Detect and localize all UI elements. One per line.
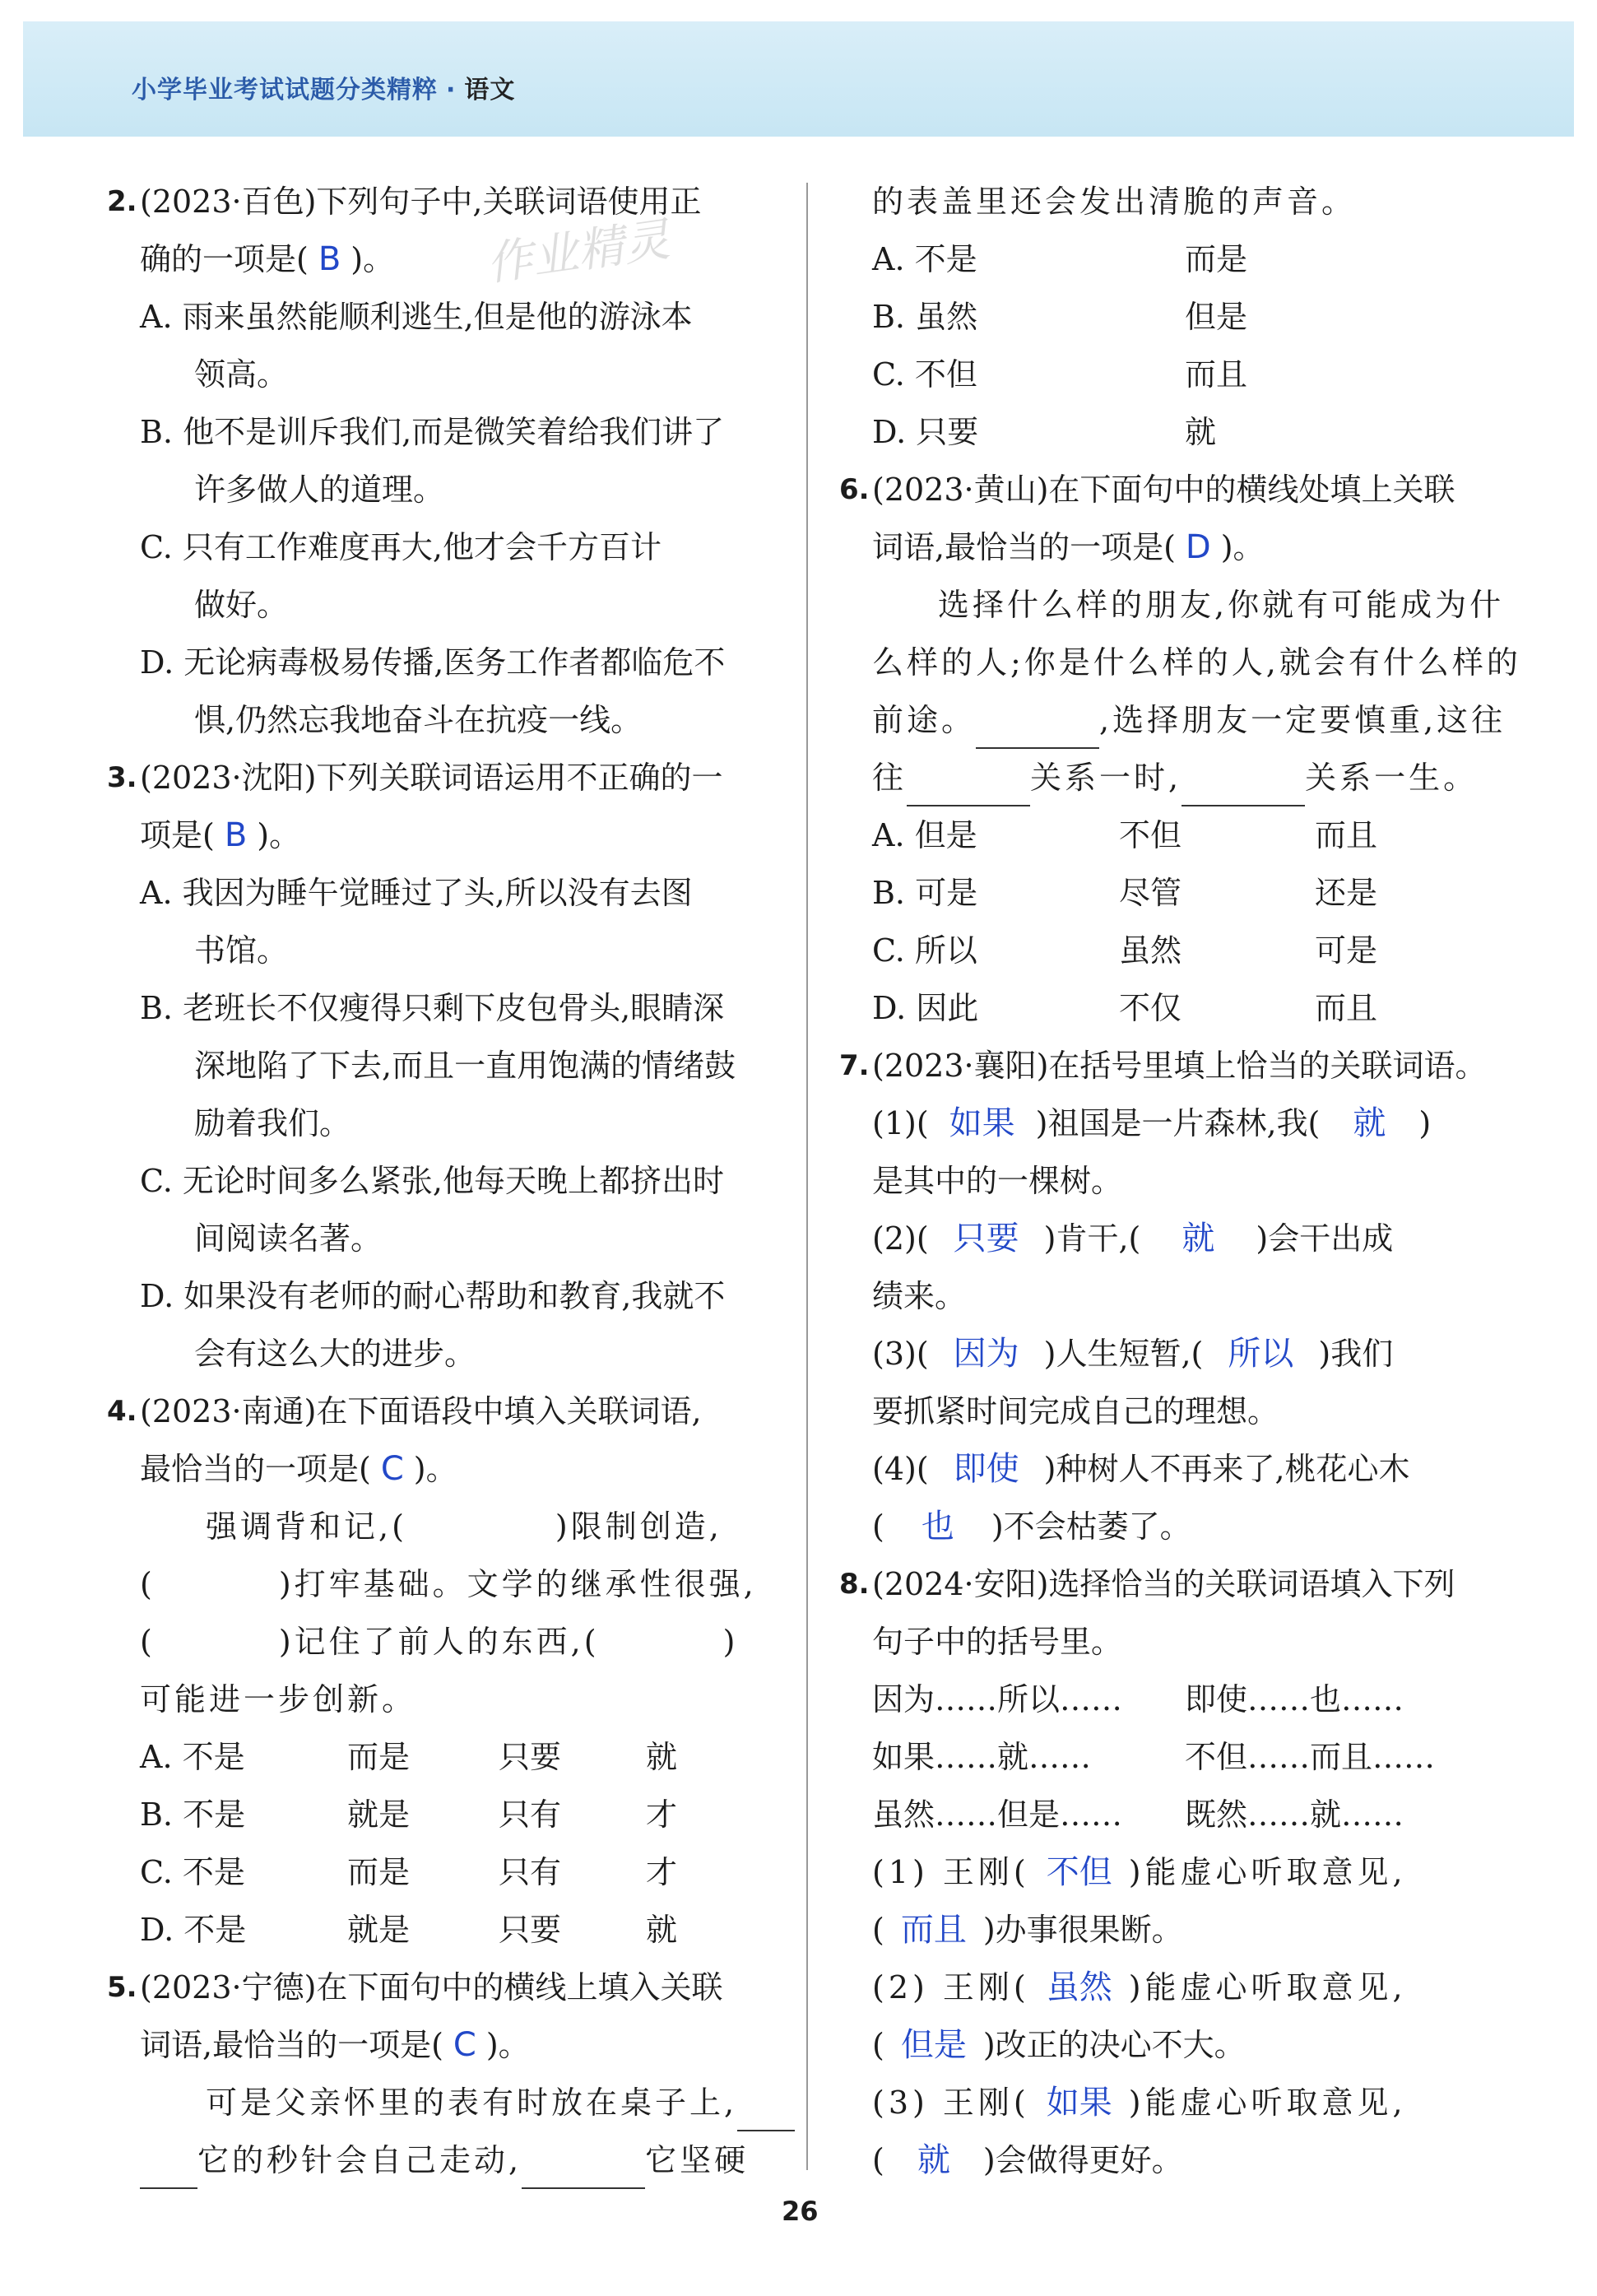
q8-item2-cont: ( 但是 )改正的决心不大。 [839, 2016, 1522, 2074]
question-2-line1: 2. (2023·百色)下列句子中,关联词语使用正 [107, 184, 702, 220]
q2-option-c-cont: 做好。 [194, 587, 289, 623]
question-8-line1: 8. (2024·安阳)选择恰当的关联词语填入下列 [839, 1566, 1455, 1602]
q3-option-c: C. 无论时间多么紧张,他每天晚上都挤出时 [140, 1163, 724, 1199]
q2-option-b: B. 他不是训斥我们,而是微笑着给我们讲了 [140, 414, 725, 450]
q8-item1-answer2: 而且 [900, 1911, 967, 1949]
q7-item3-cont: 要抓紧时间完成自己的理想。 [872, 1393, 1279, 1429]
q6-passage-line4: 往 关系一时, 关系一生。 [839, 749, 1522, 806]
q8-item3-cont: ( 就 )会做得更好。 [839, 2131, 1522, 2189]
q2-option-b-cont: 许多做人的道理。 [194, 472, 445, 508]
question-2-line2: 确的一项是( B )。 [107, 230, 782, 288]
q4-passage-line1: 强调背和记,( )限制创造, [206, 1508, 722, 1545]
q3-option-c-cont: 间阅读名著。 [194, 1220, 383, 1257]
question-6-answer: D [1185, 528, 1211, 566]
q7-item2-answer1: 只要 [953, 1220, 1019, 1257]
page-number: 26 [782, 2196, 819, 2227]
question-5-line2: 词语,最恰当的一项是( C )。 [107, 2016, 782, 2074]
q6-option-a: A. 但是 不但 而且 [872, 817, 1378, 853]
q6-passage-line1: 选择什么样的朋友,你就有可能成为什 [938, 587, 1505, 623]
q7-item3-answer1: 因为 [953, 1335, 1019, 1373]
book-title: 小学毕业考试试题分类精粹 [132, 76, 438, 105]
q8-word-pairs-row3: 虽然……但是…… 既然……就…… [872, 1796, 1404, 1833]
q5-option-d: D. 只要 就 [872, 414, 1217, 450]
q7-item3-answer2: 所以 [1228, 1335, 1294, 1373]
q5-option-c: C. 不但 而且 [872, 356, 1248, 393]
q5-passage-line2: 它的秒针会自己走动, 它坚硬 [107, 2131, 782, 2189]
q7-item3: (3)( 因为 )人生短暂,( 所以 )我们 [839, 1325, 1522, 1383]
question-3-answer: B [224, 816, 248, 854]
q7-item2-cont: 绩来。 [872, 1278, 967, 1314]
q8-word-pairs-row2: 如果……就…… 不但……而且…… [872, 1739, 1436, 1775]
q7-item4: (4)( 即使 )种树人不再来了,桃花心木 [839, 1440, 1522, 1498]
q8-item2-answer1: 虽然 [1046, 1968, 1112, 2006]
q6-passage-line3: 前途。 ,选择朋友一定要慎重,这往 [839, 691, 1522, 749]
q2-option-a-cont: 领高。 [194, 356, 289, 393]
q7-item1-answer1: 如果 [949, 1104, 1015, 1142]
q4-option-b: B. 不是 就是 只有 才 [140, 1796, 678, 1833]
question-2-answer: B [318, 240, 341, 278]
question-6-line1: 6. (2023·黄山)在下面句中的横线处填上关联 [839, 472, 1455, 508]
q8-item1-answer1: 不但 [1046, 1853, 1112, 1891]
q3-option-d: D. 如果没有老师的耐心帮助和教育,我就不 [140, 1278, 726, 1314]
title-dot: · [446, 76, 457, 105]
q5-passage-line1: 可是父亲怀里的表有时放在桌子上, [107, 2074, 782, 2131]
q7-item2-answer2: 就 [1182, 1220, 1215, 1257]
q7-item1-cont: 是其中的一棵树。 [872, 1163, 1123, 1199]
q6-option-c: C. 所以 虽然 可是 [872, 932, 1378, 969]
subject-label: 语文 [464, 76, 516, 105]
left-column [107, 173, 782, 2189]
q2-option-d: D. 无论病毒极易传播,医务工作者都临危不 [140, 644, 726, 681]
q8-word-pairs-row1: 因为……所以…… 即使……也…… [872, 1681, 1404, 1717]
question-5-answer: C [453, 2026, 476, 2064]
q4-passage-line3: ( )记住了前人的东西,( ) [140, 1624, 739, 1660]
q7-item4-cont: ( 也 )不会枯萎了。 [839, 1498, 1522, 1555]
right-column [839, 173, 1522, 2189]
q2-option-c: C. 只有工作难度再大,他才会千方百计 [140, 529, 662, 565]
q8-item2-answer2: 但是 [900, 2026, 967, 2064]
q5-option-a: A. 不是 而是 [872, 241, 1248, 277]
q7-item2: (2)( 只要 )肯干,( 就 )会干出成 [839, 1210, 1522, 1267]
q7-item1: (1)( 如果 )祖国是一片森林,我( 就 ) [839, 1095, 1522, 1152]
q3-option-b-cont: 深地陷了下去,而且一直用饱满的情绪鼓 [194, 1048, 736, 1084]
q8-item3: (3) 王刚( 如果 )能虚心听取意见, [839, 2074, 1522, 2131]
q4-option-a: A. 不是 而是 只要 就 [140, 1739, 678, 1775]
column-divider [806, 183, 808, 2170]
q8-item1-cont: ( 而且 )办事很果断。 [839, 1901, 1522, 1959]
q7-item4-answer2: 也 [921, 1508, 954, 1545]
header-title [132, 69, 515, 105]
q3-option-a: A. 我因为睡午觉睡过了头,所以没有去图 [140, 875, 693, 911]
question-6-line2: 词语,最恰当的一项是( D )。 [839, 518, 1522, 576]
watermark: 作业精灵 [483, 212, 674, 292]
q3-option-b-cont2: 励着我们。 [194, 1105, 351, 1141]
q8-item1: (1) 王刚( 不但 )能虚心听取意见, [839, 1843, 1522, 1901]
q4-option-c: C. 不是 而是 只有 才 [140, 1854, 678, 1890]
question-3-line1: 3. (2023·沈阳)下列关联词语运用不正确的一 [107, 760, 723, 796]
question-4-line2: 最恰当的一项是( C )。 [107, 1440, 782, 1498]
q8-item2: (2) 王刚( 虽然 )能虚心听取意见, [839, 1959, 1522, 2016]
q3-option-b: B. 老班长不仅瘦得只剩下皮包骨头,眼睛深 [140, 990, 725, 1026]
q4-passage-line4: 可能进一步创新。 [140, 1681, 417, 1717]
question-4-line1: 4. (2023·南通)在下面语段中填入关联词语, [107, 1393, 702, 1429]
q5-passage-line3: 的表盖里还会发出清脆的声音。 [872, 184, 1357, 220]
q7-item4-answer1: 即使 [953, 1450, 1019, 1488]
question-7-line1: 7. (2023·襄阳)在括号里填上恰当的关联词语。 [839, 1048, 1487, 1084]
q6-option-b: B. 可是 尽管 还是 [872, 875, 1378, 911]
q4-option-d: D. 不是 就是 只要 就 [140, 1912, 678, 1948]
q8-item3-answer1: 如果 [1046, 2084, 1112, 2122]
q2-option-d-cont: 惧,仍然忘我地奋斗在抗疫一线。 [194, 702, 643, 738]
question-4-answer: C [380, 1450, 404, 1488]
q7-item1-answer2: 就 [1353, 1104, 1386, 1142]
q4-passage-line2: ( )打牢基础。文学的继承性很强, [140, 1566, 757, 1602]
q8-item3-answer2: 就 [917, 2141, 950, 2179]
question-3-line2: 项是( B )。 [107, 806, 782, 864]
q6-option-d: D. 因此 不仅 而且 [872, 990, 1378, 1026]
q5-option-b: B. 虽然 但是 [872, 299, 1248, 335]
q2-option-a: A. 雨来虽然能顺利逃生,但是他的游泳本 [140, 299, 693, 335]
question-5-line1: 5. (2023·宁德)在下面句中的横线上填入关联 [107, 1969, 723, 2006]
q6-passage-line2: 么样的人;你是什么样的人,就会有什么样的 [872, 644, 1521, 681]
question-8-line2: 句子中的括号里。 [872, 1624, 1123, 1660]
q3-option-a-cont: 书馆。 [194, 932, 289, 969]
q3-option-d-cont: 会有这么大的进步。 [194, 1336, 476, 1372]
